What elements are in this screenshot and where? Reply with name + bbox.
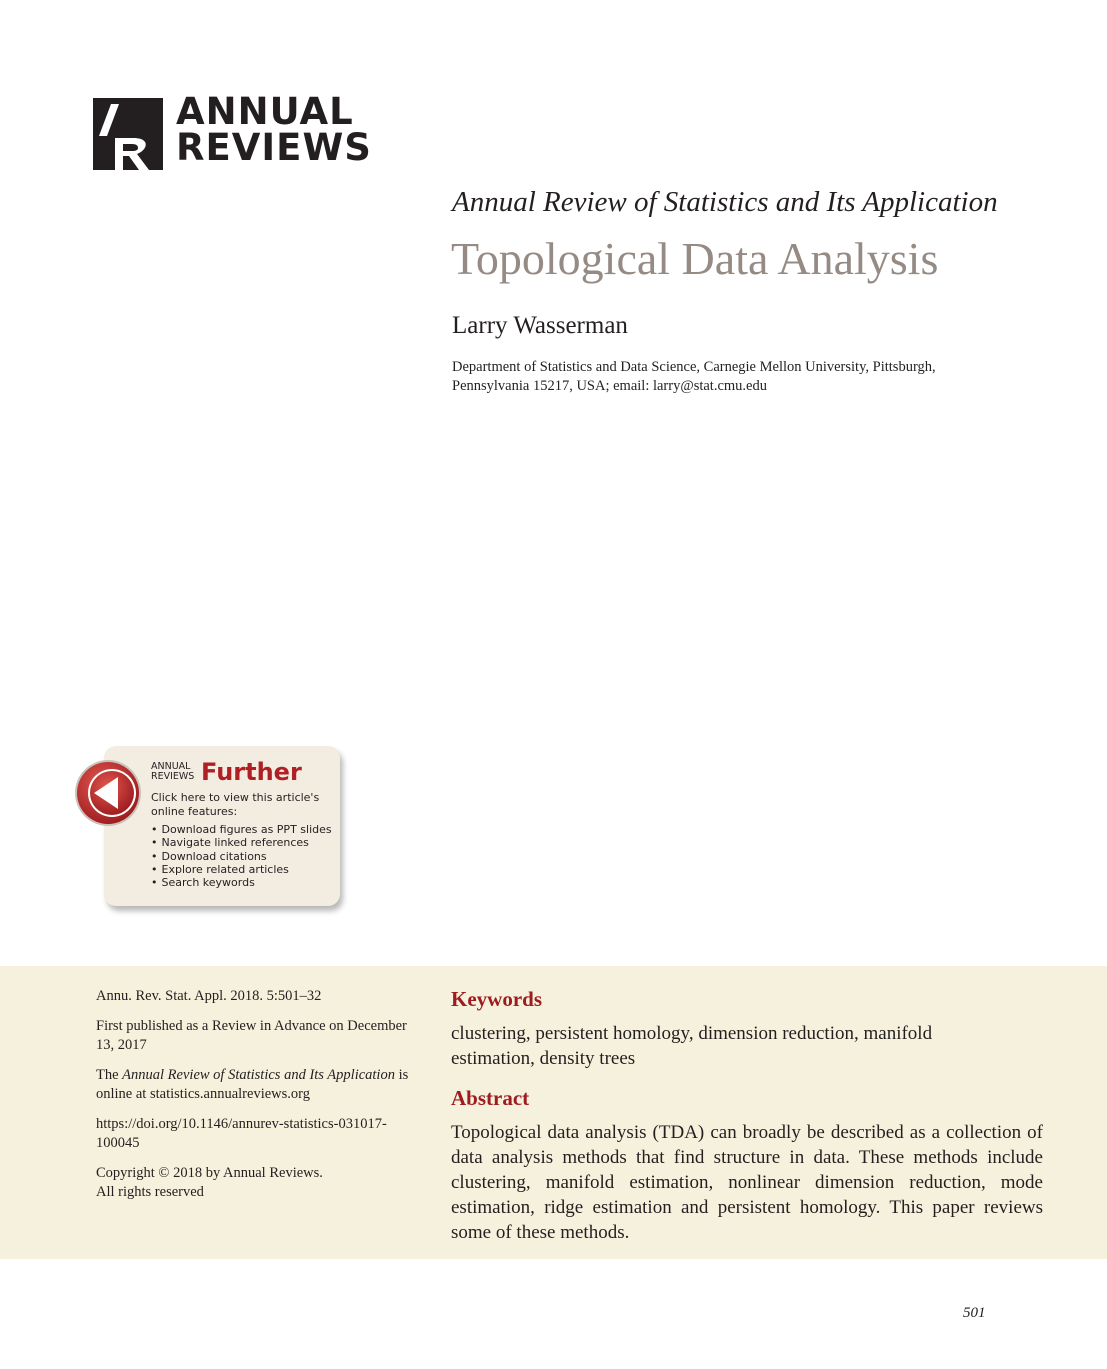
further-small-label [151,762,194,782]
further-small-line-2: REVIEWS [151,771,195,782]
back-arrow-badge-icon[interactable] [74,758,144,828]
further-item-linked-references[interactable]: • Navigate linked references [151,836,341,849]
doi-link[interactable]: https://doi.org/10.1146/annurev-statistics-031017-100045 [96,1116,387,1151]
first-published: First published as a Review in Advance on December 13, 2017 [96,1018,407,1053]
further-body [151,791,341,889]
author-affiliation: Department of Statistics and Data Science, Carnegie Mellon University, Pittsburgh, Pennsylvania 15217, USA; email: larry@stat.cmu.edu [452,359,936,394]
keywords-text: clustering, persistent homology, dimension reduction, manifold estimation, density trees [451,1023,933,1069]
further-features-panel[interactable] [74,744,354,919]
abstract-heading: Abstract [451,1086,530,1110]
further-item-search-keywords[interactable]: • Search keywords [151,876,341,889]
keywords-heading: Keywords [451,987,542,1011]
further-item-related-articles[interactable]: • Explore related articles [151,863,341,876]
click-here-link[interactable]: Click here [151,791,206,804]
copyright-line: Copyright © 2018 by Annual Reviews. [96,1165,323,1181]
logo-line-2: REVIEWS [176,126,372,169]
online-journal: Annual Review of Statistics and Its Application [122,1067,395,1083]
further-item-download-citations[interactable]: • Download citations [151,850,341,863]
logo-line-1: ANNUAL [176,90,354,133]
further-small-line-1: ANNUAL [151,761,191,772]
ar-logo-mark-icon [93,98,163,170]
annual-reviews-logo [93,90,373,172]
page-number: 501 [963,1305,986,1321]
online-prefix: The [96,1067,123,1083]
journal-name: Annual Review of Statistics and Its Application [452,186,998,218]
further-feature-list [151,823,341,889]
citation: Annu. Rev. Stat. Appl. 2018. 5:501–32 [96,988,322,1004]
online-note [96,1066,416,1104]
rights-line: All rights reserved [96,1184,204,1200]
logo-wordmark [176,90,372,169]
further-intro [151,791,341,819]
further-intro-rest: to view this article's online features: [151,791,320,818]
abstract-text: Topological data analysis (TDA) can broadly be described as a collection of data analysis methods that find structure in data. These methods include clustering, manifold estimation, nonlinear dimension reduction, mode estimation, ridge estimation and persistent homology. This paper reviews some of these methods. [451,1122,1043,1243]
online-suffix: is online at statistics.annualreviews.org [96,1067,409,1102]
copyright [96,1164,416,1202]
article-title: Topological Data Analysis [451,233,939,284]
further-title: Further [201,758,302,786]
further-item-download-figures[interactable]: • Download figures as PPT slides [151,823,341,836]
author-name: Larry Wasserman [452,312,628,339]
publication-metadata [96,987,416,1213]
